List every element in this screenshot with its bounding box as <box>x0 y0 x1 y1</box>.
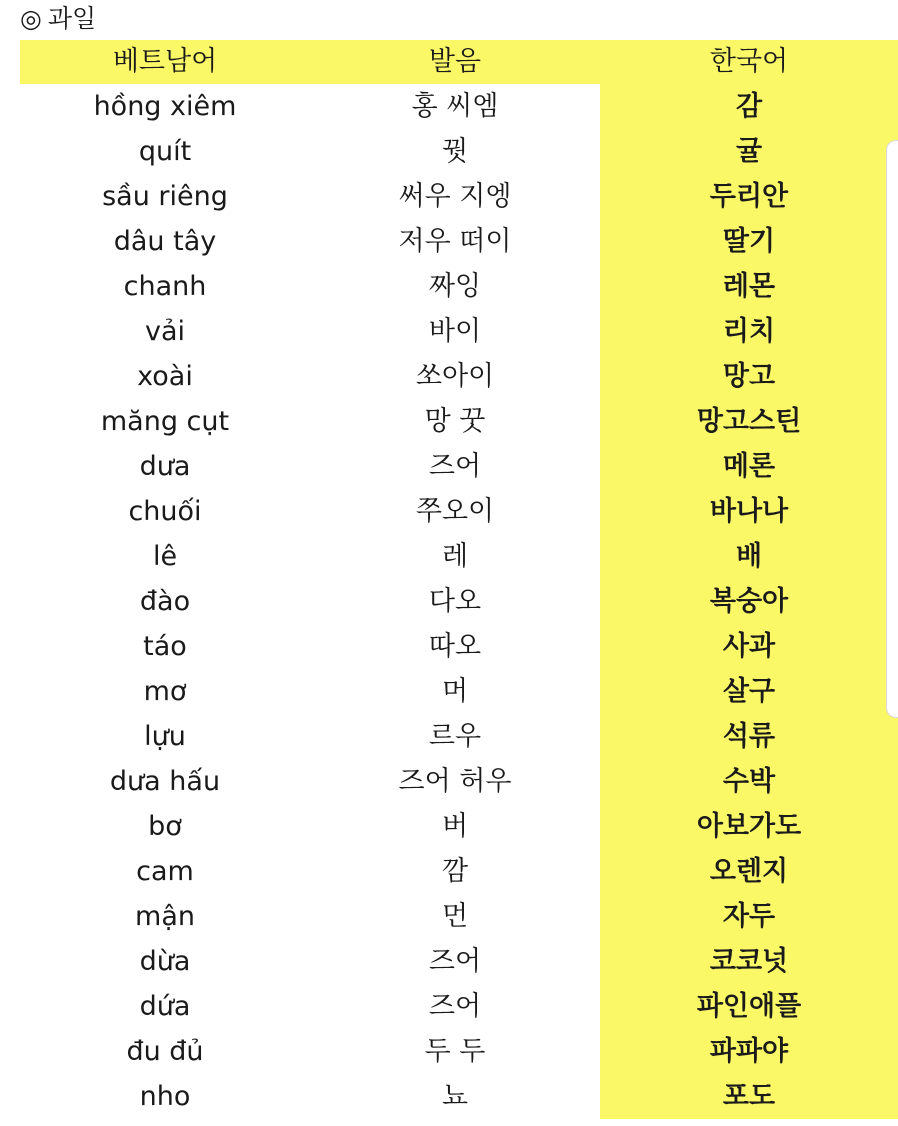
vietnamese-cell: chuối <box>128 496 202 527</box>
pronunciation-cell: 꿧 <box>441 136 469 167</box>
section-title <box>20 2 96 36</box>
vietnamese-cell: nho <box>139 1081 191 1112</box>
pronunciation-cell: 두 두 <box>424 1036 486 1067</box>
korean-cell: 파인애플 <box>600 984 898 1029</box>
pronunciation-cell: 다오 <box>428 586 482 617</box>
pronunciation-cell: 뇨 <box>441 1081 469 1112</box>
vietnamese-cell: dừa <box>139 946 191 977</box>
vietnamese-cell: dâu tây <box>113 226 217 257</box>
korean-cell: 메론 <box>600 444 898 489</box>
table-row <box>20 984 898 1029</box>
table-row <box>20 264 898 309</box>
korean-cell: 오렌지 <box>600 849 898 894</box>
korean-cell: 두리안 <box>600 174 898 219</box>
table-row <box>20 219 898 264</box>
korean-cell: 귤 <box>600 129 898 174</box>
pronunciation-cell: 바이 <box>428 316 482 347</box>
vietnamese-cell: mơ <box>143 676 187 707</box>
table-row <box>20 444 898 489</box>
korean-cell: 사과 <box>600 624 898 669</box>
vietnamese-cell: táo <box>143 631 187 662</box>
pronunciation-cell: 즈어 <box>428 991 482 1022</box>
pronunciation-cell: 즈어 <box>428 946 482 977</box>
korean-cell: 포도 <box>600 1074 898 1119</box>
table-row <box>20 804 898 849</box>
table-row <box>20 669 898 714</box>
vietnamese-cell: sầu riêng <box>102 181 228 212</box>
table-row <box>20 714 898 759</box>
pronunciation-cell: 저우 떠이 <box>398 226 512 257</box>
vietnamese-cell: dưa <box>139 451 191 482</box>
table-row <box>20 174 898 219</box>
korean-cell: 감 <box>600 84 898 129</box>
table-row <box>20 579 898 624</box>
pronunciation-cell: 즈어 허우 <box>398 766 512 797</box>
vietnamese-cell: đu đủ <box>126 1036 204 1067</box>
vietnamese-cell: bơ <box>148 811 182 842</box>
vietnamese-cell: dưa hấu <box>109 766 221 797</box>
table-row <box>20 399 898 444</box>
pronunciation-cell: 써우 지엥 <box>398 181 512 212</box>
vietnamese-cell: lựu <box>144 721 186 752</box>
korean-cell: 파파야 <box>600 1029 898 1074</box>
table-row <box>20 1074 898 1119</box>
table-row <box>20 624 898 669</box>
vietnamese-cell: vải <box>144 316 186 347</box>
header-vietnamese: 베트남어 <box>112 46 218 77</box>
section-title-text: 과일 <box>47 4 97 33</box>
vocabulary-table <box>20 40 898 1119</box>
table-row <box>20 534 898 579</box>
header-korean: 한국어 <box>709 46 789 77</box>
double-circle-icon: ◎ <box>20 4 42 33</box>
korean-cell: 자두 <box>600 894 898 939</box>
table-row <box>20 759 898 804</box>
pronunciation-cell: 따오 <box>428 631 482 662</box>
pronunciation-cell: 르우 <box>428 721 482 752</box>
table-row <box>20 849 898 894</box>
vietnamese-cell: quít <box>138 136 192 167</box>
pronunciation-cell: 홍 씨엠 <box>411 91 499 122</box>
table-row <box>20 84 898 129</box>
vietnamese-cell: chanh <box>123 271 207 302</box>
pronunciation-cell: 버 <box>441 811 469 842</box>
pronunciation-cell: 망 꿋 <box>424 406 486 437</box>
korean-cell: 딸기 <box>600 219 898 264</box>
korean-cell: 리치 <box>600 309 898 354</box>
korean-cell: 복숭아 <box>600 579 898 624</box>
korean-cell: 레몬 <box>600 264 898 309</box>
table-row <box>20 354 898 399</box>
korean-cell: 살구 <box>600 669 898 714</box>
scrollbar[interactable] <box>886 140 898 718</box>
table-row <box>20 1029 898 1074</box>
korean-cell: 수박 <box>600 759 898 804</box>
table-row <box>20 489 898 534</box>
vietnamese-cell: măng cụt <box>100 406 230 437</box>
pronunciation-cell: 짜잉 <box>428 271 482 302</box>
pronunciation-cell: 즈어 <box>428 451 482 482</box>
table-header <box>20 40 898 84</box>
vietnamese-cell: xoài <box>137 361 193 392</box>
vietnamese-cell: hồng xiêm <box>93 91 237 122</box>
korean-cell: 망고 <box>600 354 898 399</box>
korean-cell: 배 <box>600 534 898 579</box>
korean-cell: 아보가도 <box>600 804 898 849</box>
vietnamese-cell: đào <box>139 586 191 617</box>
table-row <box>20 309 898 354</box>
table-row <box>20 129 898 174</box>
pronunciation-cell: 먼 <box>441 901 469 932</box>
pronunciation-cell: 쏘아이 <box>415 361 495 392</box>
pronunciation-cell: 머 <box>441 676 469 707</box>
table-row <box>20 894 898 939</box>
korean-cell: 망고스틴 <box>600 399 898 444</box>
header-pronunciation: 발음 <box>428 46 482 77</box>
table-row <box>20 939 898 984</box>
vietnamese-cell: lê <box>152 541 178 572</box>
korean-cell: 석류 <box>600 714 898 759</box>
korean-cell: 코코넛 <box>600 939 898 984</box>
vietnamese-cell: cam <box>136 856 194 887</box>
pronunciation-cell: 깜 <box>441 856 469 887</box>
korean-cell: 바나나 <box>600 489 898 534</box>
vietnamese-cell: dứa <box>139 991 191 1022</box>
pronunciation-cell: 쭈오이 <box>415 496 495 527</box>
pronunciation-cell: 레 <box>441 541 469 572</box>
vietnamese-cell: mận <box>135 901 195 932</box>
